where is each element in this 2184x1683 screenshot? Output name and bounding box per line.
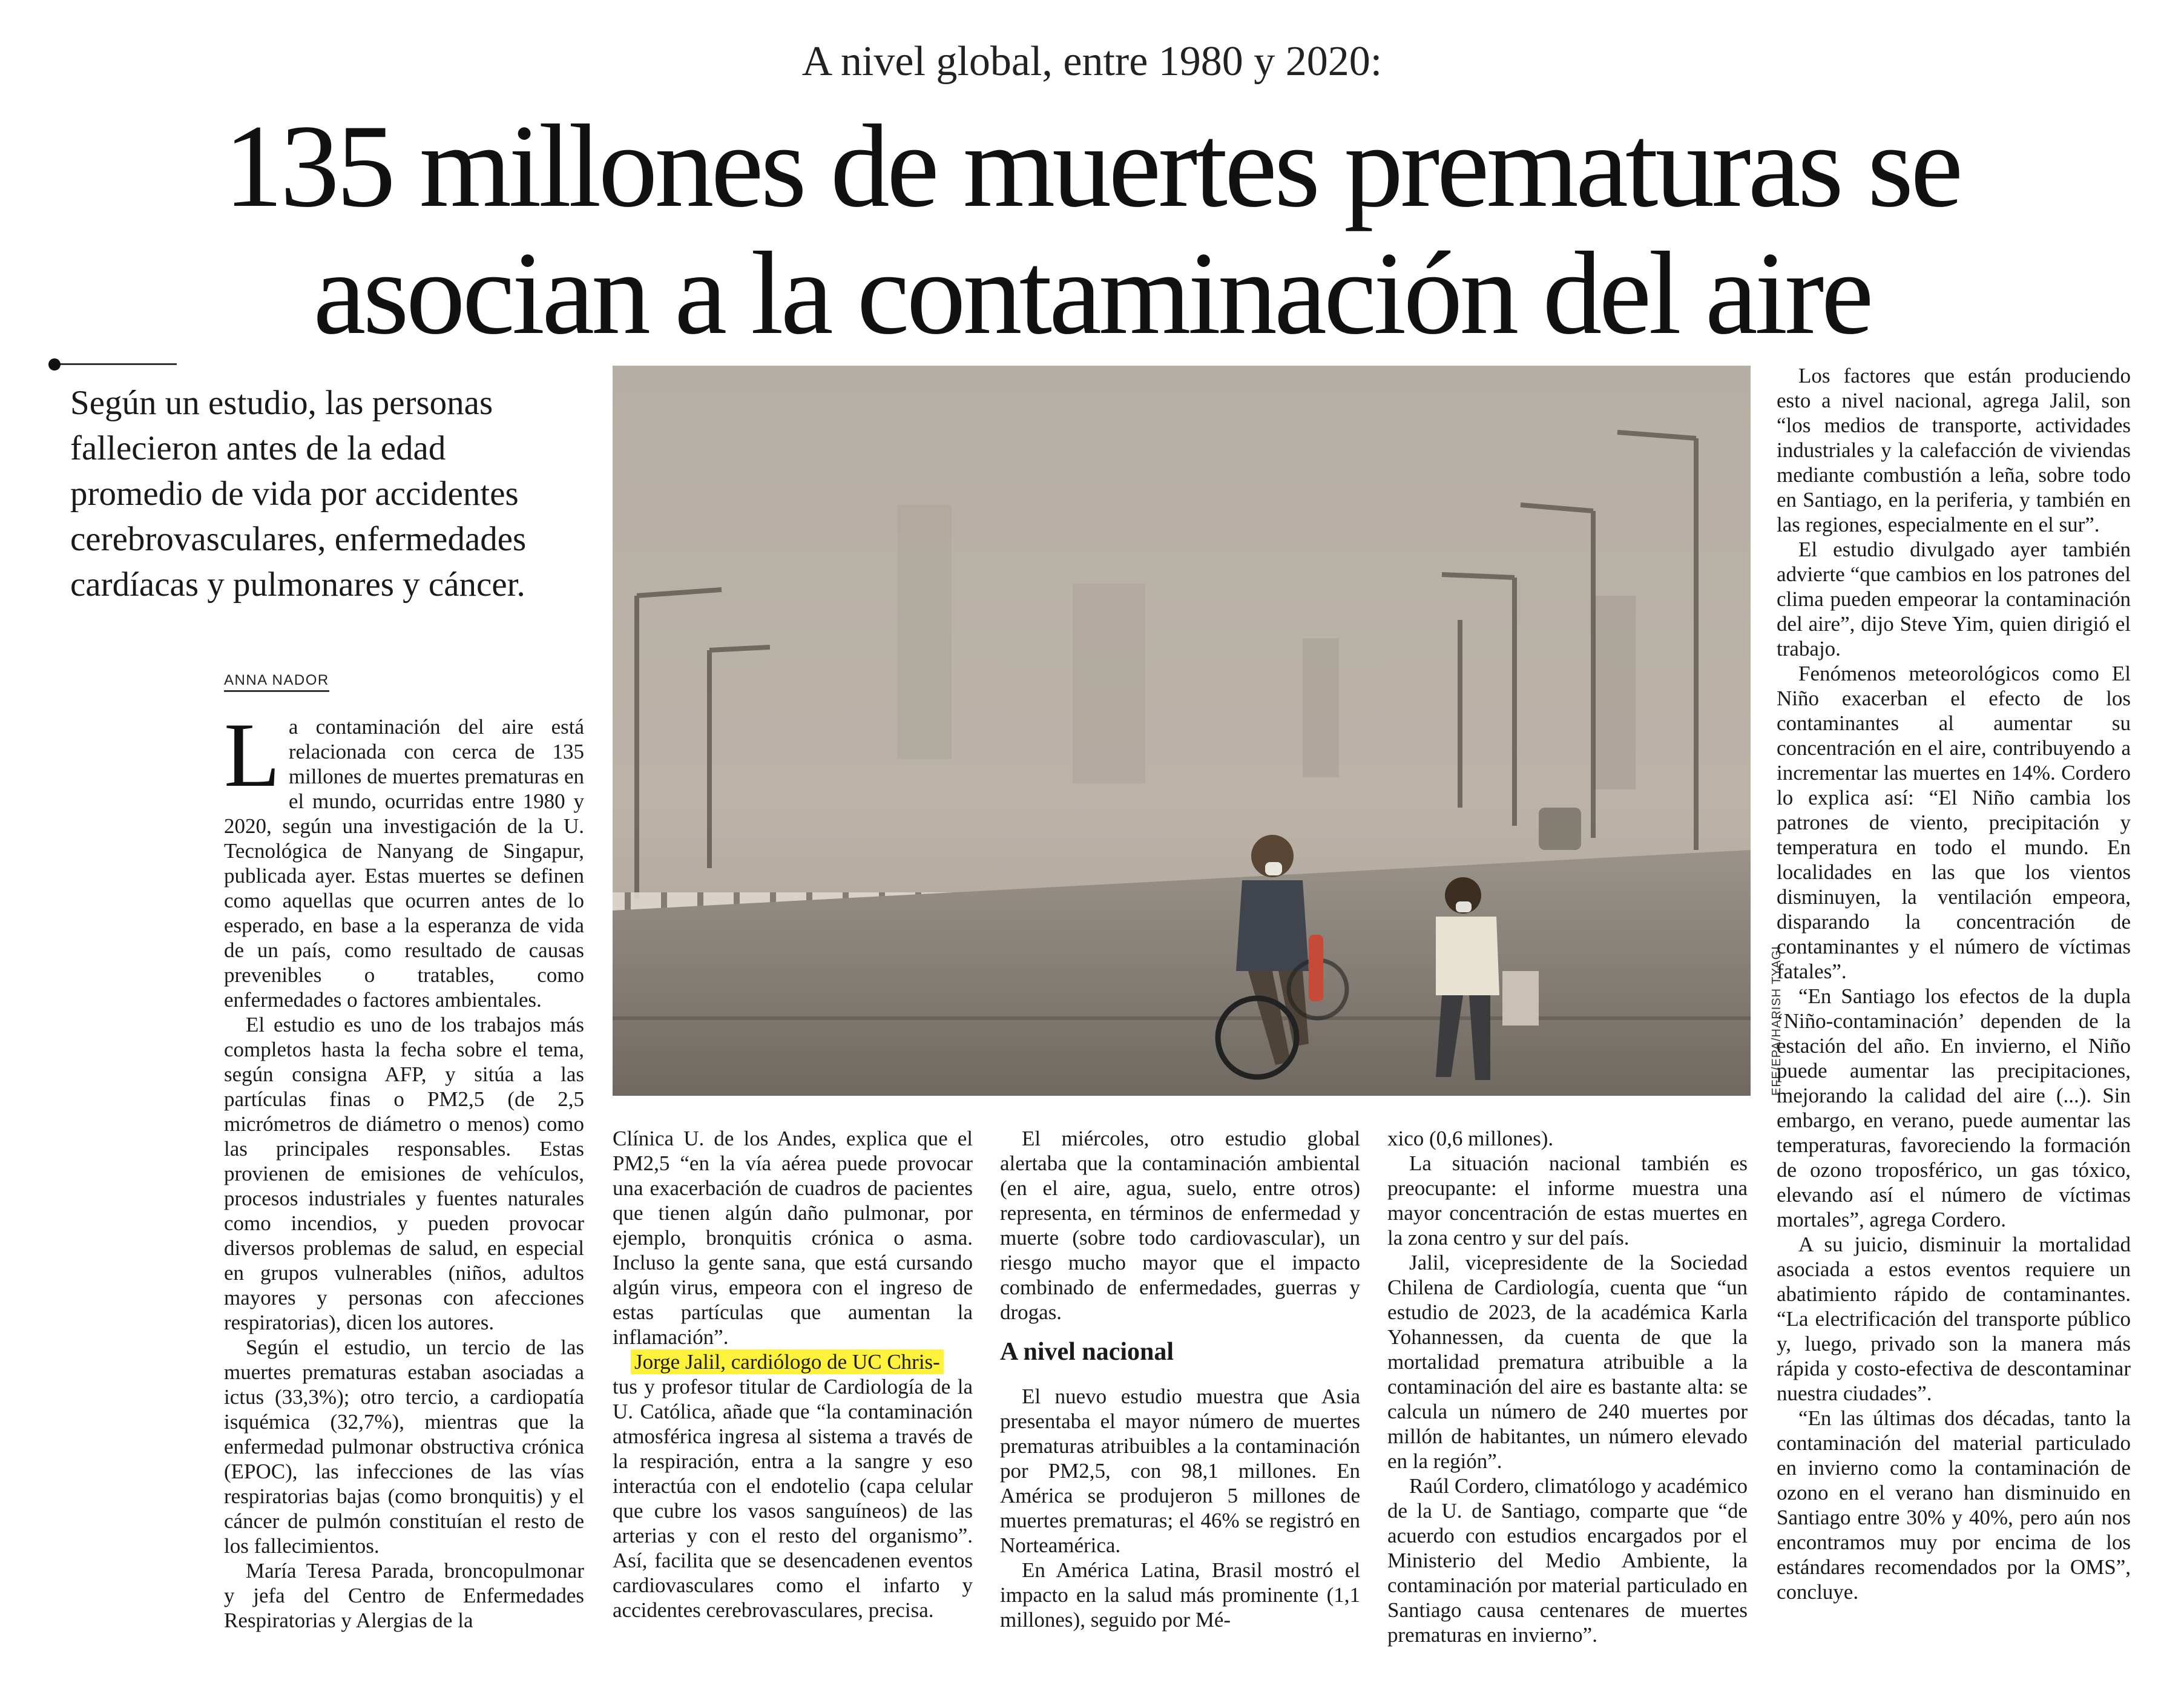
paragraph: “En las últimas dos décadas, tanto la contaminación del material particulado en invierno como la contaminación de ozono en el verano han disminuido en Santiago entre 30% y 40%, pero aún nos encontramos muy por encima de los estándares recomendados por la OMS”, concluye. xyxy=(1777,1406,2131,1604)
deck-summary: Según un estudio, las personas fallecieron antes de la edad promedio de vida por accidentes cerebrovasculares, enfermedades cardíacas y pulmonares y cáncer. xyxy=(70,384,527,604)
paragraph: Fenómenos meteorológicos como El Niño exacerban el efecto de los contaminantes al aumentar su concentración en el aire, contribuyendo a incrementar las muertes en 14%. Cordero lo explica así: “El Niño cambia los patrones de viento, precipitación y temperatura en todo el mundo. En localidades en las que los vientos disminuyen, la ventilación empeora, disparando la concentración de contaminantes y el número de víctimas fatales”. xyxy=(1777,662,2131,983)
paragraph: “En Santiago los efectos de la dupla ‘Niño-contaminación’ dependen de la estación del año. En invierno, el Niño puede aumentar las precipitaciones, mejorando la calidad del aire (...). Sin embargo, en verano, puede aumentar las temperaturas, favoreciendo la formación de ozono troposférico, un gas tóxico, elevando así el número de víctimas mortales”, agrega Cordero. xyxy=(1777,984,2131,1231)
paragraph: El estudio es uno de los trabajos más completos hasta la fecha sobre el tema, según consigna AFP, y sitúa a las partículas finas o PM2,5 (de 2,5 micrómetros de diámetro o menos) como las principales responsables. Estas provienen de emisiones de vehículos, procesos industriales y fuentes naturales como incendios, y pueden provocar diversos problemas de salud, en especial en grupos vulnerables (niños, adultos mayores y personas con afecciones respiratorias), dicen los autores. xyxy=(224,1013,584,1334)
article-column-5 xyxy=(1777,363,2131,1604)
paragraph: tus y profesor titular de Cardiología de la U. Católica, añade que “la contaminación atmosférica ingresa al sistema a través de la respiración, entra a la sangre y eso interactúa con el endotelio (capa celular que cubre los vasos sanguíneos) de las arterias y con el resto del organismo”. Así, facilita que se desencadenen eventos cardiovasculares como el infarto y accidentes cerebrovasculares, precisa. xyxy=(613,1375,973,1622)
headline xyxy=(0,100,2184,359)
kicker: A nivel global, entre 1980 y 2020: xyxy=(801,38,1383,85)
article-column-1 xyxy=(224,704,584,1633)
headline-line-2: asocian a la contaminación del aire xyxy=(313,228,1871,359)
headline-line-1: 135 millones de muertes prematuras se xyxy=(223,100,1961,232)
news-photo xyxy=(613,366,1751,1096)
smog-street-illustration xyxy=(613,366,1751,1096)
paragraph: La situación nacional también es preocupante: el informe muestra una mayor concentración de estas muertes en la zona centro y sur del país. xyxy=(1387,1151,1748,1250)
paragraph: El nuevo estudio muestra que Asia presentaba el mayor número de muertes prematuras atribuibles a la contaminación por PM2,5, con 98,1 millones. En América se produjeron 5 millones de muertes prematuras; el 46% se registró en Norteamérica. xyxy=(1000,1385,1360,1557)
paragraph xyxy=(613,1349,973,1374)
paragraph: El miércoles, otro estudio global alertaba que la contaminación ambiental (en el aire, agua, suelo, entre otros) representa, en términos de enfermedad y muerte (sobre todo cardiovascular), un riesgo mucho mayor que el impacto combinado de enfermedades, guerras y drogas. xyxy=(1000,1127,1360,1324)
highlighted-text: Jorge Jalil, cardiólogo de UC Chris- xyxy=(631,1349,944,1374)
paragraph: En América Latina, Brasil mostró el impacto en la salud más prominente (1,1 millones), seguido por Mé- xyxy=(1000,1558,1360,1632)
article-column-3 xyxy=(1000,1126,1360,1632)
photo-credit-text: EFE/EPA/HARISH TYAGI xyxy=(1770,946,1783,1096)
paragraph xyxy=(224,704,584,1012)
paragraph-text: a contaminación del aire está relacionada con cerca de 135 millones de muertes prematuras en el mundo, ocurridas entre 1980 y 2020, según una investigación de la U. Tecnológica de Nanyang de Singapur, publicada ayer. Estas muertes se definen como aquellas que ocurren antes de lo esperado, en base a la esperanza de vida de un país, como resultado de causas prevenibles o tratables, como enfermedades o factores ambientales. xyxy=(224,715,584,1012)
paragraph: xico (0,6 millones). xyxy=(1387,1127,1554,1150)
paragraph: Raúl Cordero, climatólogo y académico de la U. de Santiago, comparte que “de acuerdo con estudios encargados por el Ministerio del Medio Ambiente, la contaminación por material particulado en Santiago causa centenares de muertes prematuras en invierno”. xyxy=(1387,1474,1748,1647)
article-column-4 xyxy=(1387,1126,1748,1647)
paragraph: María Teresa Parada, broncopulmonar y jefa del Centro de Enfermedades Respiratorias y Alergias de la xyxy=(224,1559,584,1632)
drop-cap: L xyxy=(224,704,280,806)
byline: ANNA NADOR xyxy=(224,672,329,692)
paragraph: A su juicio, disminuir la mortalidad asociada a estos eventos requiere un abatimiento rápido de contaminantes. “La electrificación del transporte público y, luego, privado son la manera más rápida y costo-efectiva de descontaminar nuestra ciudades”. xyxy=(1777,1233,2131,1405)
article-column-2 xyxy=(613,1126,973,1622)
paragraph: Clínica U. de los Andes, explica que el PM2,5 “en la vía aérea puede provocar una exacerbación de cuadros de pacientes que tienen algún daño pulmonar, por ejemplo, bronquitis crónica o asma. Incluso la gente sana, que está cursando algún virus, empeora con el ingreso de estas partículas que aumentan la inflamación”. xyxy=(613,1127,973,1349)
section-subhead: A nivel nacional xyxy=(1000,1338,1174,1366)
paragraph: Jalil, vicepresidente de la Sociedad Chilena de Cardiología, cuenta que “un estudio de 2023, de la académica Karla Yohannessen, da cuenta de que la mortalidad prematura atribuible a la contaminación del aire es bastante alta: se calcula un número de 240 muertes por millón de habitantes, un número elevado en la región”. xyxy=(1387,1251,1748,1473)
photo-credit xyxy=(1754,932,1783,1096)
paragraph: Según el estudio, un tercio de las muertes prematuras estaban asociadas a ictus (33,3%); otro tercio, a cardiopatía isquémica (32,7%), mientras que la enfermedad pulmonar obstructiva crónica (EPOC), las infecciones de las vías respiratorias bajas (como bronquitis) y el cáncer de pulmón constituían el resto de los fallecimientos. xyxy=(224,1336,584,1558)
deck-rule xyxy=(56,363,177,365)
paragraph: Los factores que están produciendo esto a nivel nacional, agrega Jalil, son “los medios de transporte, actividades industriales y la calefacción de viviendas mediante combustión a leña, sobre todo en Santiago, en la periferia, y también en las regiones, especialmente en el sur”. xyxy=(1777,364,2131,536)
paragraph: El estudio divulgado ayer también advierte “que cambios en los patrones del clima pueden empeorar la contaminación del aire”, dijo Steve Yim, quien dirigió el trabajo. xyxy=(1777,538,2131,660)
bullet-dot-icon xyxy=(48,358,61,371)
